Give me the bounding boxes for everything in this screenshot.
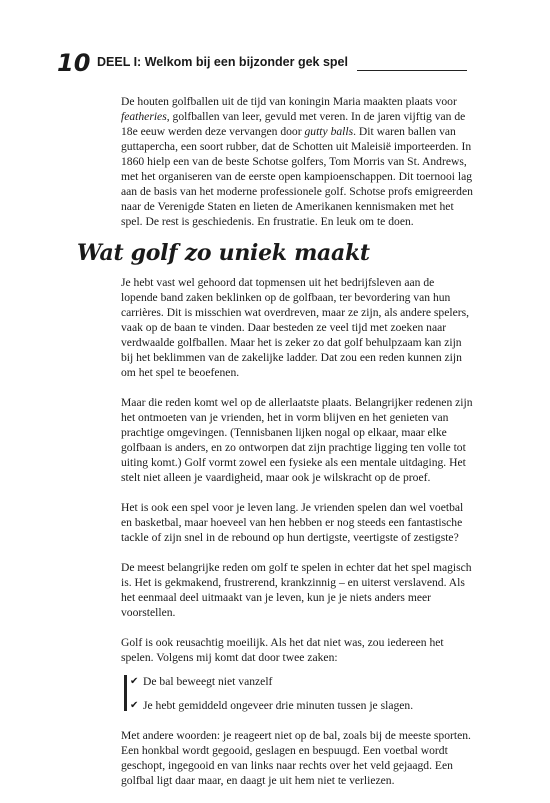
intro-paragraph: De houten golfballen uit de tijd van koningin Maria maakten plaats voor featheries, golfballen van leer, gevuld met veren. In de jaren vijftig van de 18e eeuw werden deze vervangen door gutty balls. Dit waren ballen van guttapercha, een soort rubber, dat de Schotten uit Maleisië importeerden. In 1860 hielp een van de beste Schotse golfers, Tom Morris van St. Andrews, met het organiseren van de eerste open kampioenschappen. Dit toernooi lag aan de basis van het moderne professionele golf. Schotse profs emigreerden naar de Verenigde Staten en lieten de Amerikanen kennismaken met het spel. De rest is geschiedenis. En frustratie. En leuk om te doen. — [121, 95, 473, 228]
section-paragraph: Je hebt vast wel gehoord dat topmensen uit het bedrijfsleven aan de lopende band zaken beklinken op de golfbaan, ter bevordering van hun carrières. Dit is misschien wat overdreven, maar ze zijn, als andere spelers, vaak op de baan te vinden. Daar besteden ze veel tijd met zoeken naar verdwaalde golfballen. Maar het is zeker zo dat golf behulpzaam kan zijn bij het beklimmen van de zakelijke ladder. Dat zou een reden kunnen zijn om het spel te beoefenen. — [121, 276, 469, 379]
page-number: 10 — [57, 49, 91, 77]
bullet-item — [121, 674, 473, 689]
check-icon: ✔ — [130, 676, 139, 687]
section-heading: Wat golf zo uniek maakt — [77, 240, 370, 266]
section-paragraph: Golf is ook reusachtig moeilijk. Als het dat niet was, zou iedereen het spelen. Volgens mij komt dat door twee zaken: — [121, 636, 444, 664]
bullet-list — [121, 674, 473, 713]
bullet-text: De bal beweegt niet vanzelf — [143, 675, 273, 688]
running-head: DEEL I: Welkom bij een bijzonder gek spel — [97, 55, 348, 69]
section-paragraph: Maar die reden komt wel op de allerlaatste plaats. Belangrijker redenen zijn het ontmoeten van je vrienden, het in vorm blijven en het genieten van prachtige omgevingen. (Tennisbanen lijken nogal op elkaar, maar elke golfbaan is anders, en zo ontworpen dat zijn prachtige ligging ten volle tot uiting komt.) Golf vormt zowel een fysieke als een mentale uitdaging. Het stelt niet alleen je vaardigheid, maar ook je wilskracht op de proef. — [121, 396, 473, 484]
intro-block — [121, 94, 473, 229]
section-body — [121, 275, 473, 803]
section-paragraph: Het is ook een spel voor je leven lang. Je vrienden spelen dan wel voetbal en basketbal, maar hoeveel van hen hebben er nog steeds een fantastische tackle of zijn snel in de rebound op hun dertigste, veertigste of zestigste? — [121, 501, 464, 544]
bullet-text: Je hebt gemiddeld ongeveer drie minuten tussen je slagen. — [143, 699, 414, 712]
page-header — [57, 50, 467, 76]
closing-paragraph: Met andere woorden: je reageert niet op de bal, zoals bij de meeste sporten. Een honkbal wordt gegooid, geslagen en bespuugd. Een voetbal wordt geschopt, ingegooid en van links naar rechts over het veld gejaagd. Een golfbal ligt daar maar, en daagt je uit hem niet te verliezen. — [121, 729, 471, 787]
section-paragraph: De meest belangrijke reden om golf te spelen in echter dat het spel magisch is. Het is gekmakend, frustrerend, krankzinnig – en uiterst verslavend. Als het eenmaal deel uitmaakt van je leven, kun je je niets anders meer voorstellen. — [121, 561, 472, 619]
check-icon: ✔ — [130, 700, 139, 711]
bullet-item — [121, 698, 473, 713]
header-rule — [357, 70, 467, 71]
